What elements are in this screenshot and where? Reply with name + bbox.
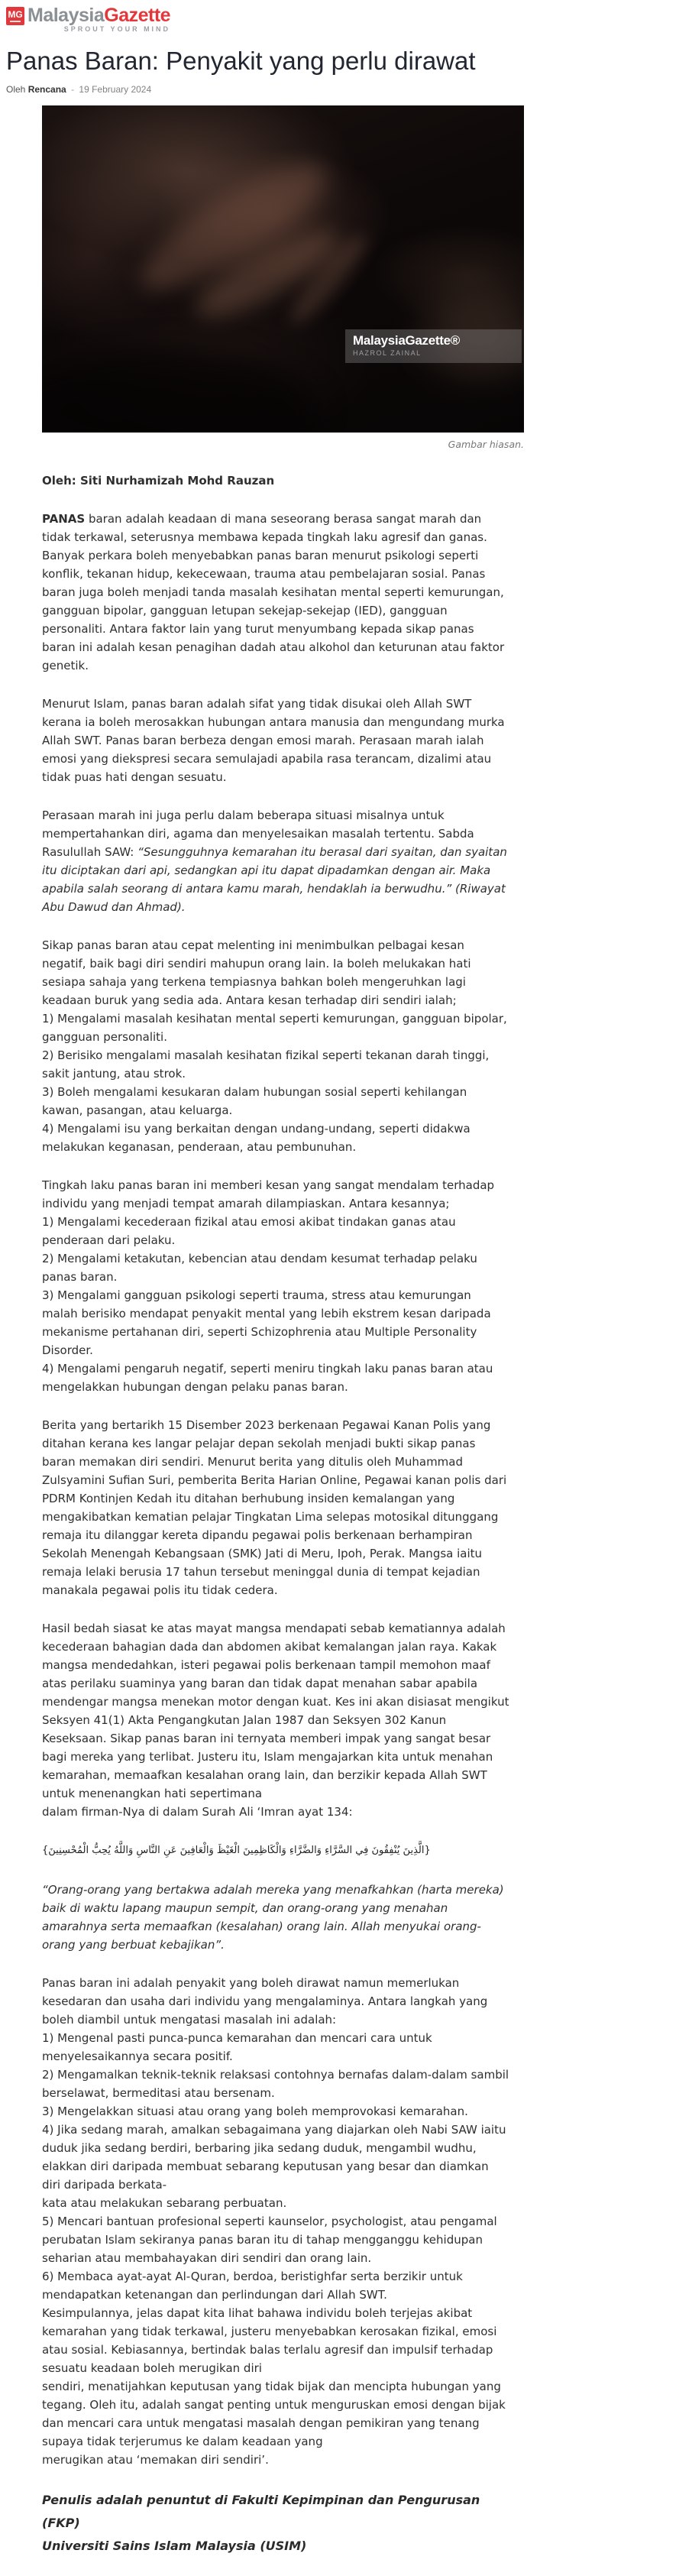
quran-verse: [42, 1841, 509, 1861]
list-item: [42, 2212, 509, 2267]
text-segment: PANAS: [42, 511, 86, 526]
text-segment: {الَّذِينَ يُنْفِقُونَ فِي السَّرَّاءِ وَالضَّرَّاءِ وَالْكَاظِمِينَ الْغَيْظَ وَالْعَافِينَ عَنِ النَّاسِ وَاللَّهُ يُحِبُّ الْمُحْسِنِينَ}: [42, 1844, 431, 1856]
logo-name: [27, 6, 170, 24]
article-paragraph: [42, 695, 509, 786]
text-segment: 2) Berisiko mengalami masalah kesihatan fizikal seperti tekanan darah tinggi, sakit jantung, atau strok.: [42, 1048, 490, 1081]
verse-translation: [42, 1881, 509, 1954]
text-segment: Perasaan marah ini juga perlu dalam beberapa situasi misalnya untuk mempertahankan diri, agama dan menyelesaikan masalah tertentu. Sabda Rasulullah SAW:: [42, 808, 474, 859]
photo-watermark: [345, 329, 522, 363]
text-segment: 6) Membaca ayat-ayat Al-Quran, berdoa, beristighfar serta berzikir untuk mendapatkan ketenangan dan perlindungan dari Allah SWT.: [42, 2269, 463, 2302]
list-item: [42, 2102, 509, 2121]
watermark-credit: HAZROL ZAINAL: [353, 348, 422, 357]
hero-caption: Gambar hiasan.: [448, 438, 524, 450]
logo-text[interactable]: [27, 6, 170, 33]
text-segment: dalam firman-Nya di dalam Surah Ali ‘Imran ayat 134:: [42, 1804, 353, 1819]
text-segment: Oleh: Siti Nurhamizah Mohd Rauzan: [42, 473, 275, 488]
text-segment: 5) Mencari bantuan profesional seperti kaunselor, psychologist, atau pengamal perubatan Islam sekiranya panas baran itu di tahap mengganggu kehidupan seharian atau membahayakan diri sendiri dan orang lain.: [42, 2214, 497, 2265]
list-item: [42, 1083, 509, 1120]
logo-tagline: SPROUT YOUR MIND: [63, 25, 171, 33]
text-segment: Sikap panas baran atau cepat melenting ini menimbulkan pelbagai kesan negatif, baik bagi diri sendiri mahupun orang lain. Ia boleh melukakan hati sesiapa sahaja yang terkena tempiasnya bahkan boleh mengeruhkan lagi keadaan buruk yang sedia ada. Antara kesan terhadap diri sendiri ialah;: [42, 938, 471, 1007]
list-item: [42, 2267, 509, 2304]
article-paragraph: [42, 936, 509, 1009]
text-segment: 1) Mengalami masalah kesihatan mental seperti kemurungan, gangguan bipolar, gangguan personaliti.: [42, 1011, 507, 1044]
logo-name-gray: Malaysia: [27, 5, 105, 26]
text-segment: baran adalah keadaan di mana seseorang berasa sangat marah dan tidak terkawal, seterusnya membawa kepada tingkah laku agresif dan ganas. Banyak perkara boleh menyebabkan panas baran menurut psikologi seperti konflik, tekanan hidup, kekecewaan, trauma atau pembelajaran sosial. Panas baran juga boleh menjadi tanda masalah kesihatan mental seperti kemurungan, gangguan bipolar, gangguan letupan sekejap-sekejap (IED), gangguan personaliti. Antara faktor lain yang turut menyumbang kepada sikap panas baran ini adalah kesan penagihan dadah atau alkohol dan keturunan atau faktor genetik.: [42, 511, 505, 672]
logo-name-red: Gazette: [104, 5, 171, 26]
site-logo[interactable]: [6, 6, 684, 38]
text-segment: 2) Mengalami ketakutan, kebencian atau dendam kesumat terhadap pelaku panas baran.: [42, 1251, 477, 1284]
text-segment: Menurut Islam, panas baran adalah sifat yang tidak disukai oleh Allah SWT kerana ia boleh merosakkan hubungan antara manusia dan mengundang murka Allah SWT. Panas baran berbeza dengan emosi marah. Perasaan marah ialah emosi yang diekspresi secara semulajadi apabila rasa terancam, dizalimi atau tidak puas hati dengan sesuatu.: [42, 696, 505, 784]
article-paragraph: [42, 2304, 509, 2469]
text-segment: Tingkah laku panas baran ini memberi kesan yang sangat mendalam terhadap individu yang menjadi tempat amarah dilampiaskan. Antara kesannya;: [42, 1178, 495, 1210]
byline-date: 19 February 2024: [79, 83, 152, 95]
text-segment: 3) Boleh mengalami kesukaran dalam hubungan sosial seperti kehilangan kawan, pasangan, atau keluarga.: [42, 1084, 467, 1117]
hero-image: [42, 105, 524, 433]
text-segment: sendiri, menatijahkan keputusan yang tidak bijak dan mencipta hubungan yang tegang. Oleh itu, adalah sangat penting untuk menguruskan emosi dengan bijak dan mencari cara untuk mengatasi masalah dengan pemikiran yang tenang supaya tidak terjerumus ke dalam keadaan yang: [42, 2379, 506, 2448]
article-paragraph: [42, 806, 509, 916]
text-segment: 2) Mengamalkan teknik-teknik relaksasi contohnya bernafas dalam-dalam sambil berselawat, bermeditasi atau bersenam.: [42, 2067, 509, 2100]
list-item: [42, 1213, 509, 1249]
text-segment: Hasil bedah siasat ke atas mayat mangsa mendapati sebab kematiannya adalah kecederaan bahagian dada dan abdomen akibat kemalangan jalan raya. Kakak mangsa mendedahkan, isteri pegawai polis berkenaan tampil memohon maaf atas perilaku suaminya yang baran dan tidak dapat menahan sabar apabila mendengar mangsa menekan motor dengan kuat. Kes ini akan disiasat mengikut Seksyen 41(1) Akta Pengangkutan Jalan 1987 dan Seksyen 302 Kanun Keseksaan. Sikap panas baran ini ternyata memberi impak yang sangat besar bagi mereka yang terlibat. Justeru itu, Islam mengajarkan kita untuk menahan kemarahan, memaafkan kesalahan orang lain, dan berzikir kepada Allah SWT untuk menenangkan hati sepertimana: [42, 1621, 509, 1800]
text-segment: merugikan atau ‘memakan diri sendiri’.: [42, 2452, 269, 2467]
mg-logo-badge-text: MG: [8, 9, 23, 20]
text-segment: “Orang-orang yang bertakwa adalah mereka yang menafkahkan (harta mereka) baik di waktu lapang maupun sempit, dan orang-orang yang menahan amarahnya serta memaafkan (kesalahan) orang lain. Allah menyukai orang-orang yang berbuat kebajikan”.: [42, 1882, 504, 1952]
article-body: [42, 471, 509, 2558]
list-item: [42, 1009, 509, 1046]
article-paragraph: [42, 510, 509, 675]
mg-logo-subtext-bar: [10, 21, 21, 22]
mg-logo-icon[interactable]: [6, 7, 24, 25]
text-segment: 4) Mengalami pengaruh negatif, seperti meniru tingkah laku panas baran atau mengelakkan hubungan dengan pelaku panas baran.: [42, 1361, 493, 1394]
list-item: [42, 1249, 509, 1286]
byline-prefix: Oleh: [6, 83, 26, 95]
text-segment: Kesimpulannya, jelas dapat kita lihat bahawa individu boleh terjejas akibat kemarahan yang tidak terkawal, justeru menyebabkan kerosakan fizikal, emosi atau sosial. Kebiasannya, bertindak balas terlalu agresif dan impulsif terhadap sesuatu keadaan boleh merugikan diri: [42, 2305, 497, 2375]
article-paragraph: [42, 1619, 509, 1821]
text-segment: kata atau melakukan sebarang perbuatan.: [42, 2195, 287, 2210]
text-segment: Universiti Sains Islam Malaysia (USIM): [42, 2538, 307, 2553]
text-segment: 3) Mengelakkan situasi atau orang yang boleh memprovokasi kemarahan.: [42, 2104, 468, 2118]
text-segment: Penulis adalah penuntut di Fakulti Kepimpinan dan Pengurusan (FKP): [42, 2492, 480, 2530]
list-item: [42, 2066, 509, 2102]
article-paragraph: [42, 1176, 509, 1213]
text-segment: 4) Jika sedang marah, amalkan sebagaimana yang diajarkan oleh Nabi SAW iaitu duduk jika sedang berdiri, berbaring jika sedang duduk, mengambil wudhu, elakkan diri daripada membuat sebarang keputusan yang besar dan diamkan diri daripada berkata-: [42, 2122, 506, 2192]
page-title: Panas Baran: Penyakit yang perlu dirawat: [6, 47, 476, 75]
text-segment: 3) Mengalami gangguan psikologi seperti trauma, stress atau kemurungan malah berisiko mendapat penyakit mental yang lebih ekstrem kesan daripada mekanisme pertahanan diri, seperti Schizophrenia atau Multiple Personality Disorder.: [42, 1288, 491, 1357]
article-content: [42, 105, 684, 2558]
list-item: [42, 1359, 509, 1396]
list-item: [42, 1286, 509, 1359]
text-segment: 4) Mengalami isu yang berkaitan dengan undang-undang, seperti didakwa melakukan keganasan, penderaan, atau pembunuhan.: [42, 1121, 470, 1154]
byline-author[interactable]: Rencana: [27, 83, 66, 95]
article-paragraph: [42, 1416, 509, 1599]
text-segment: Panas baran ini adalah penyakit yang boleh dirawat namun memerlukan kesedaran dan usaha dari individu yang mengalaminya. Antara langkah yang boleh diambil untuk mengatasi masalah ini adalah:: [42, 1975, 488, 2027]
author-credit: [42, 2489, 509, 2558]
byline: [6, 84, 684, 95]
text-segment: Berita yang bertarikh 15 Disember 2023 berkenaan Pegawai Kanan Polis yang ditahan kerana kes langar pelajar depan sekolah menjadi bukti sikap panas baran memakan diri sendiri. Menurut berita yang ditulis oleh Muhammad Zulsyamini Sufian Suri, pemberita Berita Harian Online, Pegawai kanan polis dari PDRM Kontinjen Kedah itu ditahan berhubung insiden kemalangan yang mengakibatkan kematian pelajar Tingkatan Lima selepas motosikal ditunggang remaja itu dilanggar kereta dipandu pegawai polis berkenaan berhampiran Sekolah Menengah Kebangsaan (SMK) Jati di Meru, Ipoh, Perak. Mangsa iaitu remaja lelaki berusia 17 tahun tersebut meninggal dunia di tempat kejadian manakala pegawai polis itu tidak cedera.: [42, 1418, 507, 1597]
watermark-title: MalaysiaGazette®: [353, 332, 461, 348]
list-item: [42, 2121, 509, 2212]
photo-shadow-shape: [42, 350, 317, 433]
text-segment: 1) Mengenal pasti punca-punca kemarahan dan mencari cara untuk menyelesaikannya secara positif.: [42, 2030, 432, 2063]
list-item: [42, 1120, 509, 1156]
text-segment: 1) Mengalami kecederaan fizikal atau emosi akibat tindakan ganas atau penderaan dari pelaku.: [42, 1214, 456, 1247]
list-item: [42, 2029, 509, 2066]
text-segment: “Sesungguhnya kemarahan itu berasal dari syaitan, dan syaitan itu diciptakan dari api, sedangkan api itu dapat dipadamkan dengan air. Maka apabila salah seorang di antara kamu marah, hendaklah ia berwudhu.” (Riwayat Abu Dawud dan Ahmad).: [42, 844, 507, 914]
byline-separator: -: [71, 83, 75, 95]
article-paragraph: [42, 1974, 509, 2029]
list-item: [42, 1046, 509, 1083]
author-line: [42, 471, 509, 490]
